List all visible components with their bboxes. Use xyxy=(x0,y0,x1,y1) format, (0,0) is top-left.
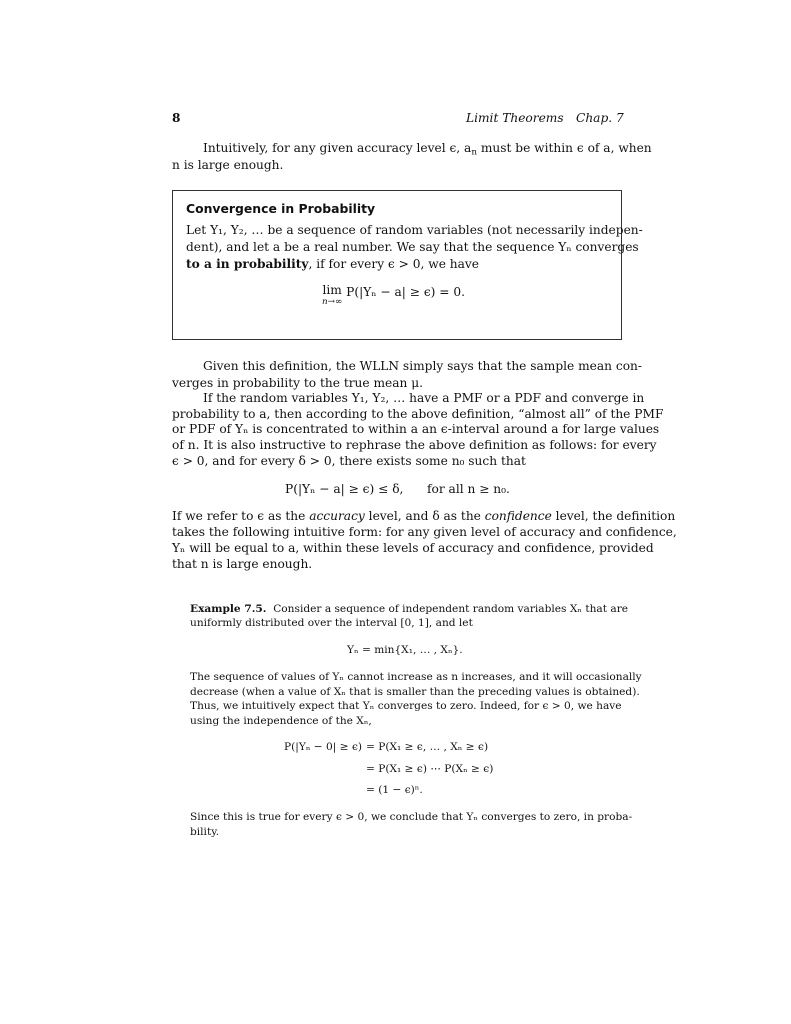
example-eq2: = P(X₁ ≥ ϵ) ⋯ P(Xₙ ≥ ϵ) xyxy=(366,763,494,775)
definition-formula: lim n→∞ P(|Yₙ − a| ≥ ϵ) = 0. xyxy=(322,283,466,307)
example-line-3: The sequence of values of Yₙ cannot increase as n increases, and it will occasionally xyxy=(190,671,642,683)
running-title: Limit Theorems xyxy=(466,111,564,125)
example-formula: Yₙ = min{X₁, … , Xₙ}. xyxy=(347,644,463,656)
definition-line-3: to a in probability, if for every ϵ > 0, we have xyxy=(186,257,479,271)
para2-formula-left: P(|Yₙ − a| ≥ ϵ) ≤ δ, xyxy=(285,482,404,496)
intro-line-2: n is large enough. xyxy=(172,158,284,172)
example-line-2: uniformly distributed over the interval [0, 1], and let xyxy=(190,617,473,629)
example-line-7: Since this is true for every ϵ > 0, we conclude that Yₙ converges to zero, in proba- xyxy=(190,811,633,823)
example-eq1-left: P(|Yₙ − 0| ≥ ϵ) xyxy=(284,741,363,753)
definition-line-2: dent), and let a be a real number. We say that the sequence Yₙ converges xyxy=(186,240,639,254)
chapter-label: Chap. 7 xyxy=(576,111,624,125)
accuracy-term: accuracy xyxy=(309,509,365,523)
para3-line-4: that n is large enough. xyxy=(172,557,313,571)
para1-line-2: verges in probability to the true mean μ. xyxy=(172,376,424,390)
confidence-term: confidence xyxy=(484,509,552,523)
example-eq1-right: = P(X₁ ≥ ϵ, … , Xₙ ≥ ϵ) xyxy=(366,741,489,753)
para3-line-3: Yₙ will be equal to a, within these levels of accuracy and confidence, provided xyxy=(172,541,654,555)
example-line-1: Example 7.5. Consider a sequence of independent random variables Xₙ that are xyxy=(190,603,629,615)
definition-term: to a in probability xyxy=(186,257,309,271)
intro-line-1: Intuitively, for any given accuracy level ϵ, $a_n$ must be within ϵ of a, when xyxy=(203,141,652,158)
definition-line-1: Let Y₁, Y₂, … be a sequence of random variables (not necessarily indepen- xyxy=(186,223,643,237)
definition-title: Convergence in Probability xyxy=(186,201,376,216)
page-number: 8 xyxy=(172,111,181,125)
para2-line-2: probability to a, then according to the above definition, “almost all” of the PMF xyxy=(172,407,664,421)
para2-line-3: or PDF of Yₙ is concentrated to within a an ϵ-interval around a for large values xyxy=(172,422,660,436)
example-line-4: decrease (when a value of Xₙ that is smaller than the preceding values is obtained). xyxy=(190,686,640,698)
example-line-5: Thus, we intuitively expect that Yₙ converges to zero. Indeed, for ϵ > 0, we have xyxy=(190,700,622,712)
para2-formula-right: for all n ≥ n₀. xyxy=(427,482,510,496)
example-line-6: using the independence of the Xₙ, xyxy=(190,715,372,727)
para2-line-1: If the random variables Y₁, Y₂, … have a PMF or a PDF and converge in xyxy=(203,391,645,405)
example-eq3: = (1 − ϵ)ⁿ. xyxy=(366,784,423,796)
para2-line-4: of n. It is also instructive to rephrase the above definition as follows: for every xyxy=(172,438,657,452)
para3-line-1: If we refer to ϵ as the accuracy level, and δ as the confidence level, the definition xyxy=(172,509,676,523)
para2-line-5: ϵ > 0, and for every δ > 0, there exists some n₀ such that xyxy=(172,454,526,468)
para1-line-1: Given this definition, the WLLN simply says that the sample mean con- xyxy=(203,359,643,373)
example-line-8: bility. xyxy=(190,826,220,838)
example-label: Example 7.5. xyxy=(190,603,267,615)
para3-line-2: takes the following intuitive form: for any given level of accuracy and confidence, xyxy=(172,525,677,539)
